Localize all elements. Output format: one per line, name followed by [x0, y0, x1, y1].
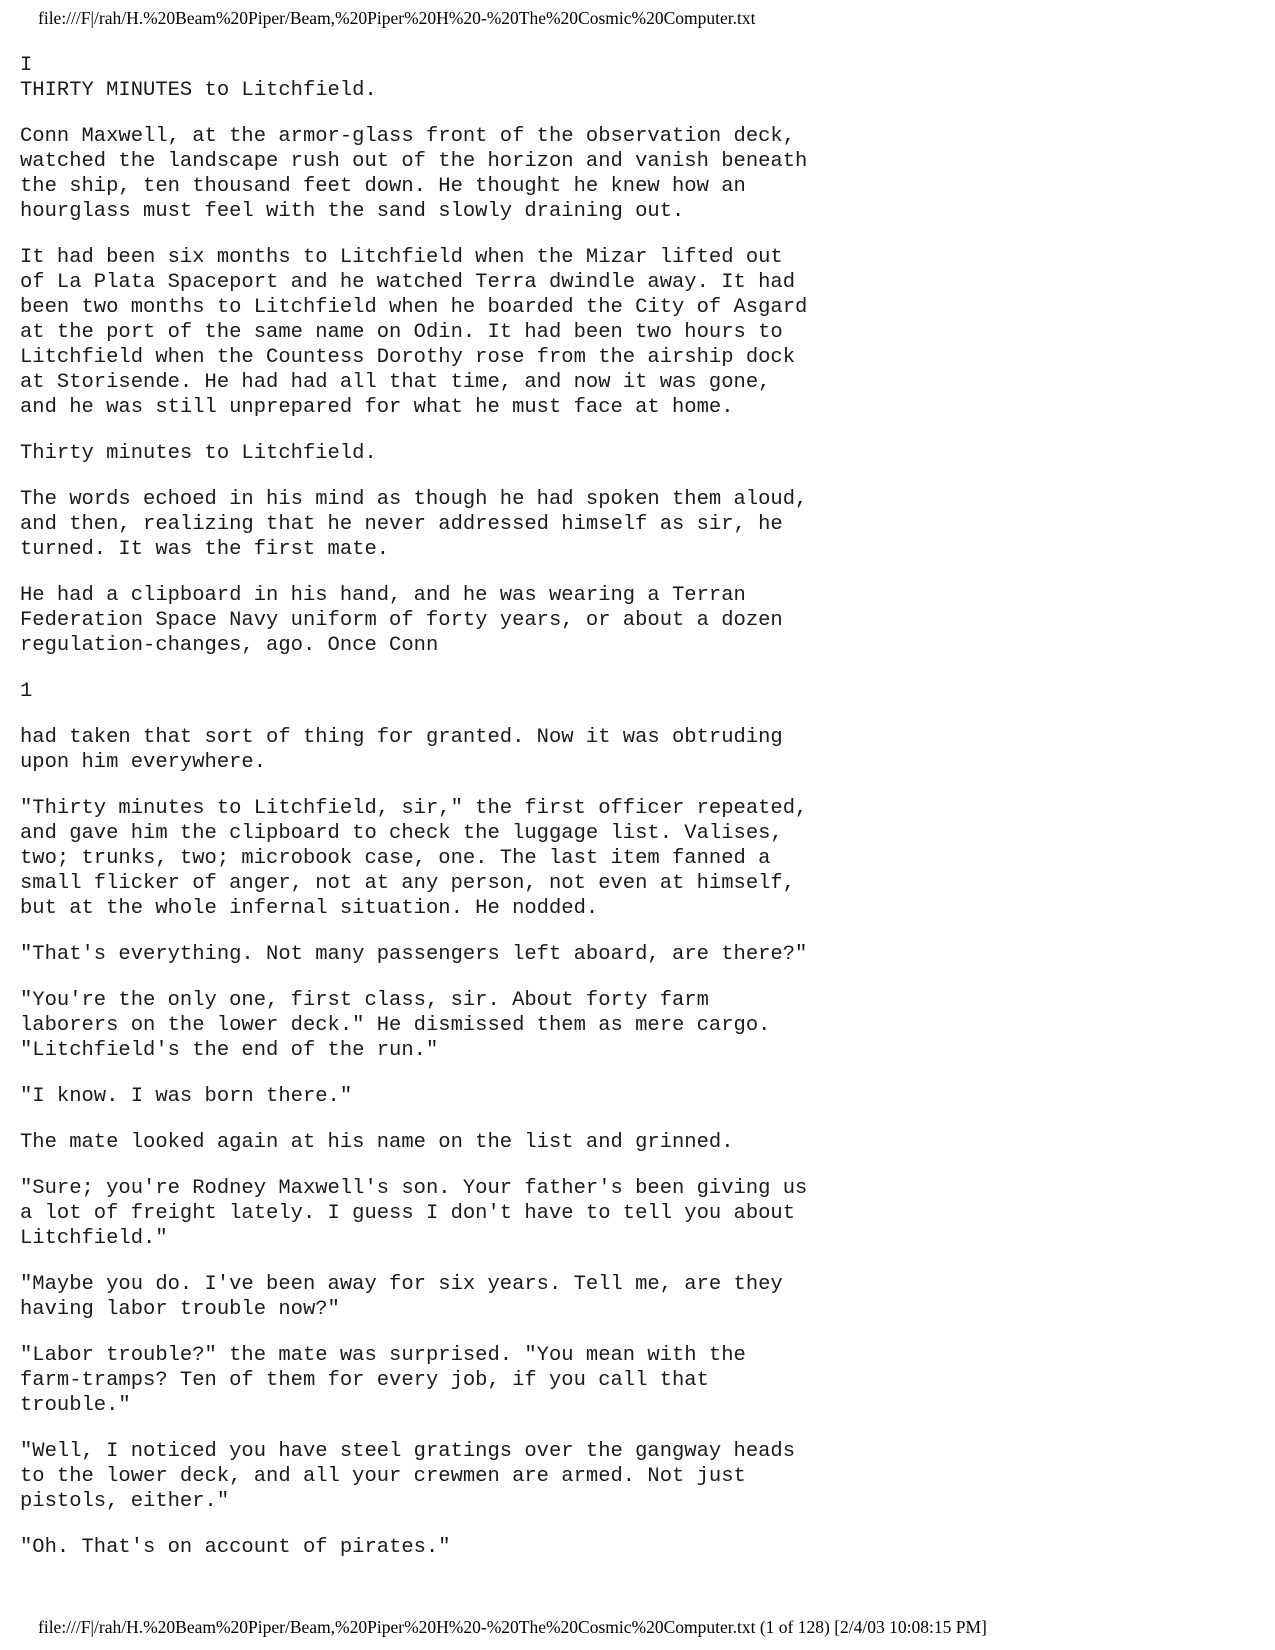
- file-path-header: file:///F|/rah/H.%20Beam%20Piper/Beam,%20Piper%20H%20-%20The%20Cosmic%20Computer.txt: [38, 8, 756, 28]
- page-number: 1: [20, 680, 33, 703]
- chapter-heading: I THIRTY MINUTES to Litchfield.: [20, 54, 377, 102]
- paragraph: "I know. I was born there.": [20, 1085, 353, 1108]
- paragraph: The words echoed in his mind as though he had spoken them aloud, and then, realizing that he never addressed himself as sir, he turned. It was the first mate.: [20, 488, 808, 561]
- paragraph: Conn Maxwell, at the armor-glass front of the observation deck, watched the landscape rush out of the horizon and vanish beneath the ship, ten thousand feet down. He thought he knew how an hourglass must feel with the sand slowly draining out.: [20, 125, 808, 223]
- file-path-footer: file:///F|/rah/H.%20Beam%20Piper/Beam,%20Piper%20H%20-%20The%20Cosmic%20Computer.txt (1 of 128) [2/4/03 10:08:15 PM]: [38, 1617, 987, 1637]
- paragraph: "Labor trouble?" the mate was surprised. "You mean with the farm-tramps? Ten of them for every job, if you call that trouble.": [20, 1344, 746, 1417]
- paragraph: He had a clipboard in his hand, and he was wearing a Terran Federation Space Navy uniform of forty years, or about a dozen regulation-changes, ago. Once Conn: [20, 584, 783, 657]
- paragraph: It had been six months to Litchfield when the Mizar lifted out of La Plata Spaceport and he watched Terra dwindle away. It had been two months to Litchfield when he boarded the City of Asgard at the port of the same name on Odin. It had been two hours to Litchfield when the Countess Dorothy rose from the airship dock at Storisende. He had had all that time, and now it was gone, and he was still unprepared for what he must face at home.: [20, 246, 808, 419]
- paragraph: had taken that sort of thing for granted. Now it was obtruding upon him everywhere.: [20, 726, 783, 774]
- paragraph: "Thirty minutes to Litchfield, sir," the first officer repeated, and gave him the clipboard to check the luggage list. Valises, two; trunks, two; microbook case, one. The last item fanned a small flicker of anger, not at any person, not even at himself, but at the whole infernal situation. He nodded.: [20, 797, 808, 920]
- paragraph: "Maybe you do. I've been away for six years. Tell me, are they having labor trouble now?": [20, 1273, 783, 1321]
- paragraph: "Sure; you're Rodney Maxwell's son. Your father's been giving us a lot of freight lately. I guess I don't have to tell you about Litchfield.": [20, 1177, 808, 1250]
- paragraph: "Oh. That's on account of pirates.": [20, 1536, 451, 1559]
- paragraph: "Well, I noticed you have steel gratings over the gangway heads to the lower deck, and all your crewmen are armed. Not just pistols, either.": [20, 1440, 796, 1513]
- paragraph: "That's everything. Not many passengers left aboard, are there?": [20, 943, 808, 966]
- paragraph: Thirty minutes to Litchfield.: [20, 442, 377, 465]
- paragraph: "You're the only one, first class, sir. About forty farm laborers on the lower deck." He dismissed them as mere cargo. "Litchfield's the end of the run.": [20, 989, 771, 1062]
- document-body: [20, 53, 1250, 1581]
- paragraph: The mate looked again at his name on the list and grinned.: [20, 1131, 734, 1154]
